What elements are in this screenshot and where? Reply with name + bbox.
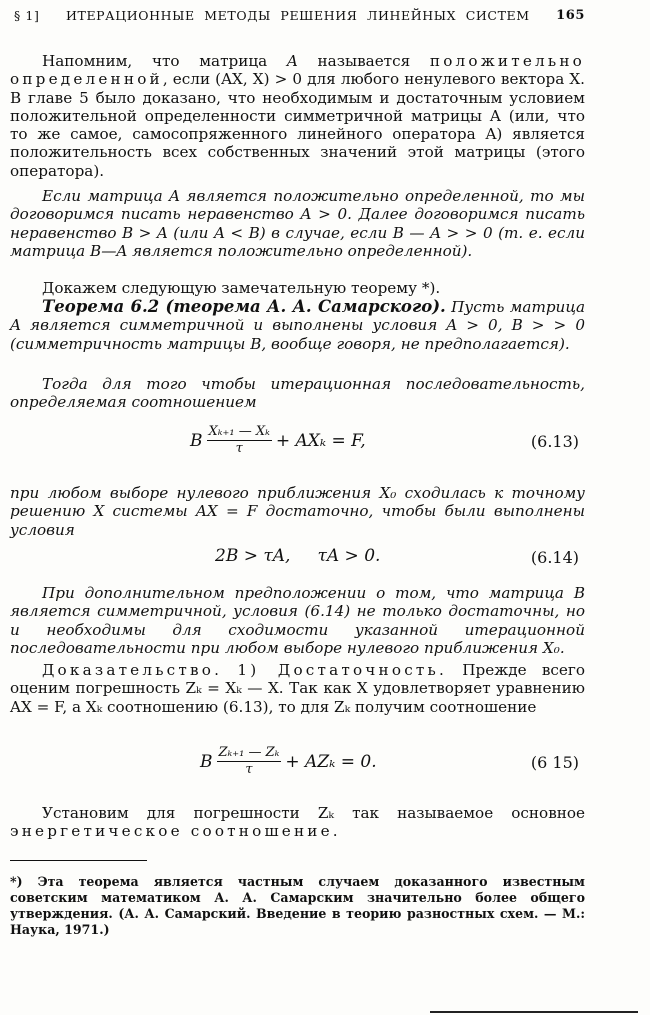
eq-symbol: B [200, 751, 213, 772]
text-run: называется [297, 52, 430, 70]
proof-text: Прежде всего оценим погрешность Zₖ = Xₖ — X. Так как X удовлетворяет уравнению AX = F, а Xₖ соотношению (6.13), то для Zₖ получим соотношение [10, 661, 585, 716]
denominator: τ [245, 762, 253, 777]
defined-term: положительно определенной [10, 52, 585, 89]
text-run: , если (AX, X) > 0 для любого ненулевого вектора X. В главе 5 было доказано, что необходимым и достаточным условием положительной определенности симметричной матрицы A (или, что то же самое, самосопряженного линейного оператора A) является положительность всех собственных значений этой матрицы (этого оператора). [10, 70, 585, 180]
denominator: τ [235, 441, 243, 456]
running-header [10, 8, 585, 28]
fraction [217, 745, 282, 778]
chapter-title: ИТЕРАЦИОННЫЕ МЕТОДЫ РЕШЕНИЯ ЛИНЕЙНЫХ СИСТЕМ [66, 8, 530, 23]
eq-text: 2B > τA, τA > 0. [215, 546, 381, 566]
equation-6-13 [10, 424, 585, 464]
equation-6-14 [10, 540, 585, 580]
paragraph-energy [10, 804, 585, 841]
eq-rest: + AZₖ = 0. [285, 751, 377, 772]
sufficiency-label: 1) Достаточность. [237, 661, 448, 679]
fraction [207, 424, 272, 457]
text-run: Напомним, что матрица [42, 52, 287, 70]
theorem-text: Пусть матрица A является симметричной и выполнены условия A > 0, B > > 0 (симметричность матрицы B, вообще говоря, не предполагается). [10, 298, 585, 353]
section-mark: § 1] [14, 8, 40, 23]
paragraph-convergence: при любом выборе нулевого приближения X₀ сходилась к точному решению X системы AX = F достаточно, чтобы были выполнены условия [10, 484, 585, 539]
page-number: 165 [556, 8, 585, 23]
eq-rest: + AXₖ = F, [275, 430, 366, 451]
proof-label: Доказательство. [42, 661, 223, 679]
equation-number: (6.13) [530, 432, 579, 451]
theorem-statement [10, 298, 585, 353]
paragraph-condition: Тогда для того чтобы итерационная последовательность, определяемая соотношением [10, 375, 585, 412]
paragraph-proof [10, 661, 585, 716]
paragraph-necessity: При дополнительном предположении о том, что матрица B является симметричной, условия (6.14) не только достаточны, но и необходимы для сходимости указанной итерационной последовательности при любом выборе нулевого приближения X₀. [10, 584, 585, 657]
text-run: A [286, 52, 298, 70]
paragraph-intro-theorem: Докажем следующую замечательную теорему *). [42, 279, 441, 297]
eq-symbol: B [190, 430, 203, 451]
defined-term: энергетическое соотношение. [10, 822, 341, 841]
equation-number: (6.14) [530, 548, 579, 567]
text-run: Установим для погрешности Zₖ так называемое основное [42, 804, 585, 822]
equation-number: (6 15) [530, 753, 579, 772]
equation-6-15 [10, 745, 585, 785]
paragraph-positive-definite [10, 52, 585, 180]
paragraph-convention: Если матрица A является положительно определенной, то мы договоримся писать неравенство A > 0. Далее договоримся писать неравенство B > A (или A < B) в случае, если B — A > > 0 (т. е. если матрица B—A является положительно определенной). [10, 187, 585, 260]
footnote-divider [10, 860, 147, 861]
footnote: *) Эта теорема является частным случаем доказанного известным советским математиком А. А. Самарским значительно более общего утверждения. (А. А. Самарский. Введение в теорию разностных схем. — М.: Наука, 1971.) [10, 874, 585, 937]
numerator: Zₖ₊₁ — Zₖ [218, 745, 280, 760]
numerator: Xₖ₊₁ — Xₖ [208, 424, 270, 439]
page-edge-line [430, 1011, 638, 1013]
theorem-label: Теорема 6.2 (теорема А. А. Самарского). [42, 297, 446, 316]
